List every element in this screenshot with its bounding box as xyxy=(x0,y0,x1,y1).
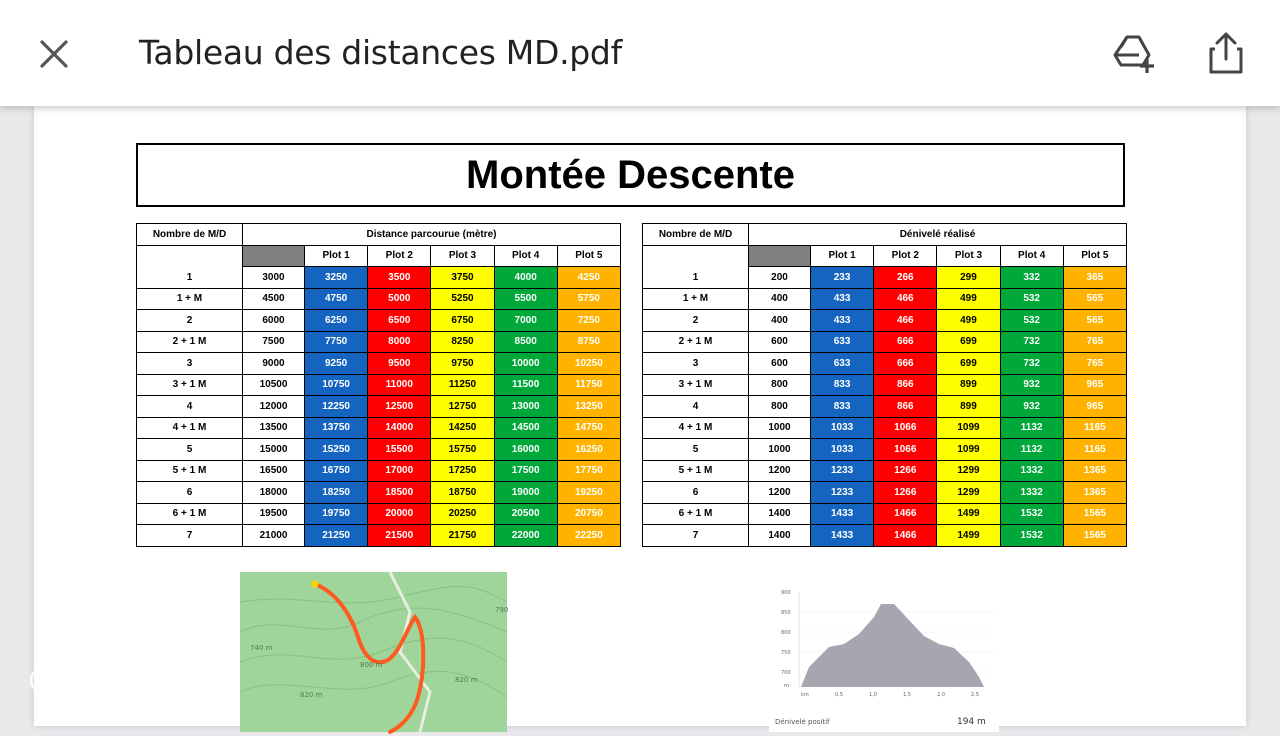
plot-value-cell: 18500 xyxy=(368,482,431,504)
base-value-cell: 3000 xyxy=(243,267,305,289)
close-button[interactable] xyxy=(30,30,78,78)
route-map-graphic xyxy=(240,572,507,732)
y-tick: 800 xyxy=(781,630,791,636)
table-row xyxy=(643,525,1127,547)
plot-value-cell: 8750 xyxy=(557,331,620,353)
plot-value-cell: 6750 xyxy=(431,310,494,332)
base-value-cell: 10500 xyxy=(243,374,305,396)
table-row xyxy=(137,374,621,396)
base-value-cell: 16500 xyxy=(243,460,305,482)
plot-header: Plot 1 xyxy=(305,245,368,267)
plot-value-cell: 17750 xyxy=(557,460,620,482)
plot-value-cell: 8000 xyxy=(368,331,431,353)
plot-value-cell: 17250 xyxy=(431,460,494,482)
plot-value-cell: 1565 xyxy=(1063,525,1126,547)
plot-value-cell: 11750 xyxy=(557,374,620,396)
plot-header: Plot 2 xyxy=(874,245,937,267)
plot-value-cell: 532 xyxy=(1000,288,1063,310)
table-row xyxy=(643,460,1127,482)
y-tick: 700 xyxy=(781,670,791,676)
plot-value-cell: 4750 xyxy=(305,288,368,310)
plot-value-cell: 15750 xyxy=(431,439,494,461)
base-value-cell: 6000 xyxy=(243,310,305,332)
plot-value-cell: 433 xyxy=(811,288,874,310)
base-value-cell: 18000 xyxy=(243,482,305,504)
plot-value-cell: 1165 xyxy=(1063,417,1126,439)
plot-value-cell: 11500 xyxy=(494,374,557,396)
plot-value-cell: 1033 xyxy=(811,417,874,439)
plot-value-cell: 499 xyxy=(937,310,1000,332)
plot-value-cell: 732 xyxy=(1000,353,1063,375)
row-label: 2 + 1 M xyxy=(643,331,749,353)
plot-value-cell: 1532 xyxy=(1000,525,1063,547)
base-value-cell: 1200 xyxy=(749,482,811,504)
plot-value-cell: 20250 xyxy=(431,503,494,525)
plot-value-cell: 1033 xyxy=(811,439,874,461)
table-header-row xyxy=(137,224,621,246)
plot-value-cell: 4250 xyxy=(557,267,620,289)
base-value-cell: 19500 xyxy=(243,503,305,525)
plot-value-cell: 666 xyxy=(874,353,937,375)
x-tick: 2,0 xyxy=(937,692,945,698)
x-tick: km xyxy=(801,692,809,698)
plot-value-cell: 10750 xyxy=(305,374,368,396)
plot-value-cell: 11250 xyxy=(431,374,494,396)
row-label: 7 xyxy=(137,525,243,547)
plot-value-cell: 1066 xyxy=(874,417,937,439)
base-value-cell: 200 xyxy=(749,267,811,289)
table-row xyxy=(643,482,1127,504)
row-label: 3 + 1 M xyxy=(137,374,243,396)
plot-value-cell: 565 xyxy=(1063,310,1126,332)
table-row xyxy=(137,331,621,353)
table-row xyxy=(137,482,621,504)
plot-value-cell: 1499 xyxy=(937,525,1000,547)
table-row xyxy=(643,288,1127,310)
plot-value-cell: 4000 xyxy=(494,267,557,289)
table-row xyxy=(137,439,621,461)
plot-value-cell: 899 xyxy=(937,396,1000,418)
plot-value-cell: 19000 xyxy=(494,482,557,504)
gray-header-cell xyxy=(243,245,305,267)
plot-value-cell: 565 xyxy=(1063,288,1126,310)
elevation-table xyxy=(642,223,1127,547)
plot-value-cell: 21500 xyxy=(368,525,431,547)
plot-header: Plot 3 xyxy=(937,245,1000,267)
plot-value-cell: 21750 xyxy=(431,525,494,547)
table-row xyxy=(643,396,1127,418)
y-tick: m xyxy=(784,683,789,689)
plot-value-cell: 16250 xyxy=(557,439,620,461)
plot-value-cell: 1132 xyxy=(1000,439,1063,461)
map-label: 790 xyxy=(495,606,509,614)
plot-value-cell: 932 xyxy=(1000,396,1063,418)
plot-header: Plot 5 xyxy=(1063,245,1126,267)
plot-value-cell: 15500 xyxy=(368,439,431,461)
plot-value-cell: 932 xyxy=(1000,374,1063,396)
plot-value-cell: 833 xyxy=(811,396,874,418)
row-label: 4 xyxy=(137,396,243,418)
base-value-cell: 1200 xyxy=(749,460,811,482)
base-value-cell: 15000 xyxy=(243,439,305,461)
plot-value-cell: 5250 xyxy=(431,288,494,310)
add-to-drive-button[interactable] xyxy=(1110,28,1160,78)
profile-footer-label: Dénivelé positif xyxy=(775,718,830,726)
table-row xyxy=(137,267,621,289)
map-label: 820 m xyxy=(300,691,323,699)
plot-value-cell: 1099 xyxy=(937,439,1000,461)
plot-value-cell: 16750 xyxy=(305,460,368,482)
plot-value-cell: 332 xyxy=(1000,267,1063,289)
base-value-cell: 800 xyxy=(749,374,811,396)
plot-value-cell: 765 xyxy=(1063,331,1126,353)
row-label: 1 + M xyxy=(643,288,749,310)
plot-value-cell: 833 xyxy=(811,374,874,396)
row-label: 3 xyxy=(643,353,749,375)
document-heading: Montée Descente xyxy=(136,143,1125,207)
plot-value-cell: 1332 xyxy=(1000,460,1063,482)
plot-value-cell: 17500 xyxy=(494,460,557,482)
plot-header: Plot 1 xyxy=(811,245,874,267)
plot-value-cell: 7750 xyxy=(305,331,368,353)
document-title: Tableau des distances MD.pdf xyxy=(139,33,622,72)
plot-header-row xyxy=(643,245,1127,267)
map-label: 820 m xyxy=(455,676,478,684)
plot-value-cell: 10250 xyxy=(557,353,620,375)
corner-header: Nombre de M/D xyxy=(643,224,749,246)
y-tick: 850 xyxy=(781,610,791,616)
plot-value-cell: 633 xyxy=(811,331,874,353)
plot-value-cell: 866 xyxy=(874,396,937,418)
plot-header-row xyxy=(137,245,621,267)
plot-value-cell: 19750 xyxy=(305,503,368,525)
plot-header: Plot 4 xyxy=(494,245,557,267)
plot-value-cell: 1066 xyxy=(874,439,937,461)
plot-value-cell: 17000 xyxy=(368,460,431,482)
plot-value-cell: 7250 xyxy=(557,310,620,332)
plot-value-cell: 1299 xyxy=(937,460,1000,482)
plot-value-cell: 666 xyxy=(874,331,937,353)
row-label: 2 + 1 M xyxy=(137,331,243,353)
plot-value-cell: 699 xyxy=(937,331,1000,353)
overlay-watermark: C us xyxy=(28,664,89,697)
plot-value-cell: 16000 xyxy=(494,439,557,461)
plot-value-cell: 1299 xyxy=(937,482,1000,504)
row-label: 5 xyxy=(643,439,749,461)
plot-value-cell: 365 xyxy=(1063,267,1126,289)
plot-value-cell: 1466 xyxy=(874,503,937,525)
plot-value-cell: 732 xyxy=(1000,331,1063,353)
blank-cell xyxy=(137,245,243,267)
row-label: 2 xyxy=(643,310,749,332)
table-row xyxy=(643,374,1127,396)
row-label: 4 xyxy=(643,396,749,418)
base-value-cell: 7500 xyxy=(243,331,305,353)
plot-value-cell: 1433 xyxy=(811,503,874,525)
plot-value-cell: 18750 xyxy=(431,482,494,504)
row-label: 1 + M xyxy=(137,288,243,310)
plot-value-cell: 1132 xyxy=(1000,417,1063,439)
elevation-profile xyxy=(769,572,999,732)
base-value-cell: 4500 xyxy=(243,288,305,310)
plot-value-cell: 866 xyxy=(874,374,937,396)
table-row xyxy=(137,353,621,375)
plot-value-cell: 1332 xyxy=(1000,482,1063,504)
plot-value-cell: 499 xyxy=(937,288,1000,310)
table-row xyxy=(643,310,1127,332)
plot-value-cell: 699 xyxy=(937,353,1000,375)
plot-value-cell: 8500 xyxy=(494,331,557,353)
plot-value-cell: 3750 xyxy=(431,267,494,289)
table-row xyxy=(137,417,621,439)
plot-value-cell: 5500 xyxy=(494,288,557,310)
row-label: 3 xyxy=(137,353,243,375)
base-value-cell: 400 xyxy=(749,310,811,332)
plot-value-cell: 22000 xyxy=(494,525,557,547)
table-row xyxy=(137,460,621,482)
x-tick: 1,0 xyxy=(869,692,877,698)
map-label: 740 m xyxy=(250,644,273,652)
plot-value-cell: 15250 xyxy=(305,439,368,461)
group-header: Dénivelé réalisé xyxy=(749,224,1127,246)
plot-value-cell: 233 xyxy=(811,267,874,289)
base-value-cell: 600 xyxy=(749,331,811,353)
row-label: 7 xyxy=(643,525,749,547)
blank-cell xyxy=(643,245,749,267)
plot-value-cell: 20750 xyxy=(557,503,620,525)
base-value-cell: 400 xyxy=(749,288,811,310)
base-value-cell: 800 xyxy=(749,396,811,418)
plot-value-cell: 21250 xyxy=(305,525,368,547)
distance-table xyxy=(136,223,621,547)
plot-value-cell: 22250 xyxy=(557,525,620,547)
plot-value-cell: 8250 xyxy=(431,331,494,353)
row-label: 6 + 1 M xyxy=(137,503,243,525)
map-label: 800 m xyxy=(360,661,383,669)
plot-value-cell: 899 xyxy=(937,374,1000,396)
close-icon xyxy=(39,39,69,69)
plot-header: Plot 2 xyxy=(368,245,431,267)
plot-value-cell: 9500 xyxy=(368,353,431,375)
table-row xyxy=(643,503,1127,525)
plot-value-cell: 1466 xyxy=(874,525,937,547)
row-label: 5 + 1 M xyxy=(643,460,749,482)
plot-value-cell: 299 xyxy=(937,267,1000,289)
plot-value-cell: 13250 xyxy=(557,396,620,418)
base-value-cell: 12000 xyxy=(243,396,305,418)
table-row xyxy=(137,525,621,547)
row-label: 3 + 1 M xyxy=(643,374,749,396)
base-value-cell: 600 xyxy=(749,353,811,375)
base-value-cell: 1400 xyxy=(749,525,811,547)
row-label: 5 xyxy=(137,439,243,461)
row-label: 6 xyxy=(137,482,243,504)
base-value-cell: 13500 xyxy=(243,417,305,439)
plot-value-cell: 1266 xyxy=(874,482,937,504)
plot-value-cell: 5750 xyxy=(557,288,620,310)
table-row xyxy=(137,503,621,525)
route-map xyxy=(240,572,507,732)
plot-value-cell: 1266 xyxy=(874,460,937,482)
table-row xyxy=(137,396,621,418)
row-label: 2 xyxy=(137,310,243,332)
row-label: 4 + 1 M xyxy=(137,417,243,439)
plot-value-cell: 433 xyxy=(811,310,874,332)
plot-value-cell: 466 xyxy=(874,310,937,332)
plot-value-cell: 266 xyxy=(874,267,937,289)
plot-value-cell: 3250 xyxy=(305,267,368,289)
plot-value-cell: 9750 xyxy=(431,353,494,375)
plot-value-cell: 1099 xyxy=(937,417,1000,439)
profile-footer-value: 194 m xyxy=(957,717,986,727)
plot-value-cell: 1233 xyxy=(811,482,874,504)
plot-value-cell: 965 xyxy=(1063,374,1126,396)
plot-value-cell: 5000 xyxy=(368,288,431,310)
plot-header: Plot 5 xyxy=(557,245,620,267)
app-toolbar xyxy=(0,0,1280,106)
table-row xyxy=(643,331,1127,353)
plot-value-cell: 20000 xyxy=(368,503,431,525)
table-row xyxy=(643,267,1127,289)
plot-value-cell: 14750 xyxy=(557,417,620,439)
row-label: 1 xyxy=(137,267,243,289)
plot-value-cell: 13000 xyxy=(494,396,557,418)
plot-value-cell: 965 xyxy=(1063,396,1126,418)
row-label: 1 xyxy=(643,267,749,289)
share-button[interactable] xyxy=(1201,28,1251,78)
plot-value-cell: 12500 xyxy=(368,396,431,418)
base-value-cell: 1000 xyxy=(749,439,811,461)
plot-value-cell: 11000 xyxy=(368,374,431,396)
share-icon xyxy=(1208,31,1244,75)
plot-value-cell: 6250 xyxy=(305,310,368,332)
plot-value-cell: 14500 xyxy=(494,417,557,439)
plot-value-cell: 19250 xyxy=(557,482,620,504)
plot-value-cell: 6500 xyxy=(368,310,431,332)
x-tick: 0,5 xyxy=(835,692,843,698)
plot-value-cell: 1565 xyxy=(1063,503,1126,525)
plot-value-cell: 1365 xyxy=(1063,482,1126,504)
plot-value-cell: 18250 xyxy=(305,482,368,504)
row-label: 4 + 1 M xyxy=(643,417,749,439)
table-row xyxy=(643,417,1127,439)
base-value-cell: 1000 xyxy=(749,417,811,439)
table-header-row xyxy=(643,224,1127,246)
add-to-drive-icon xyxy=(1113,33,1157,73)
y-tick: 900 xyxy=(781,590,791,596)
table-row xyxy=(137,288,621,310)
plot-header: Plot 4 xyxy=(1000,245,1063,267)
plot-value-cell: 13750 xyxy=(305,417,368,439)
plot-value-cell: 10000 xyxy=(494,353,557,375)
plot-value-cell: 14000 xyxy=(368,417,431,439)
x-tick: 2,5 xyxy=(971,692,979,698)
pdf-page[interactable] xyxy=(34,106,1246,726)
plot-value-cell: 20500 xyxy=(494,503,557,525)
plot-value-cell: 1165 xyxy=(1063,439,1126,461)
plot-header: Plot 3 xyxy=(431,245,494,267)
row-label: 5 + 1 M xyxy=(137,460,243,482)
plot-value-cell: 14250 xyxy=(431,417,494,439)
plot-value-cell: 1433 xyxy=(811,525,874,547)
base-value-cell: 21000 xyxy=(243,525,305,547)
elevation-profile-graphic xyxy=(769,572,999,732)
plot-value-cell: 1499 xyxy=(937,503,1000,525)
corner-header: Nombre de M/D xyxy=(137,224,243,246)
row-label: 6 + 1 M xyxy=(643,503,749,525)
plot-value-cell: 9250 xyxy=(305,353,368,375)
plot-value-cell: 12750 xyxy=(431,396,494,418)
plot-value-cell: 466 xyxy=(874,288,937,310)
base-value-cell: 1400 xyxy=(749,503,811,525)
table-row xyxy=(643,439,1127,461)
x-tick: 1,5 xyxy=(903,692,911,698)
plot-value-cell: 12250 xyxy=(305,396,368,418)
table-row xyxy=(137,310,621,332)
y-tick: 750 xyxy=(781,650,791,656)
plot-value-cell: 3500 xyxy=(368,267,431,289)
plot-value-cell: 532 xyxy=(1000,310,1063,332)
base-value-cell: 9000 xyxy=(243,353,305,375)
gray-header-cell xyxy=(749,245,811,267)
plot-value-cell: 1532 xyxy=(1000,503,1063,525)
plot-value-cell: 765 xyxy=(1063,353,1126,375)
plot-value-cell: 1365 xyxy=(1063,460,1126,482)
plot-value-cell: 1233 xyxy=(811,460,874,482)
table-row xyxy=(643,353,1127,375)
plot-value-cell: 7000 xyxy=(494,310,557,332)
group-header: Distance parcourue (mètre) xyxy=(243,224,621,246)
plot-value-cell: 633 xyxy=(811,353,874,375)
row-label: 6 xyxy=(643,482,749,504)
